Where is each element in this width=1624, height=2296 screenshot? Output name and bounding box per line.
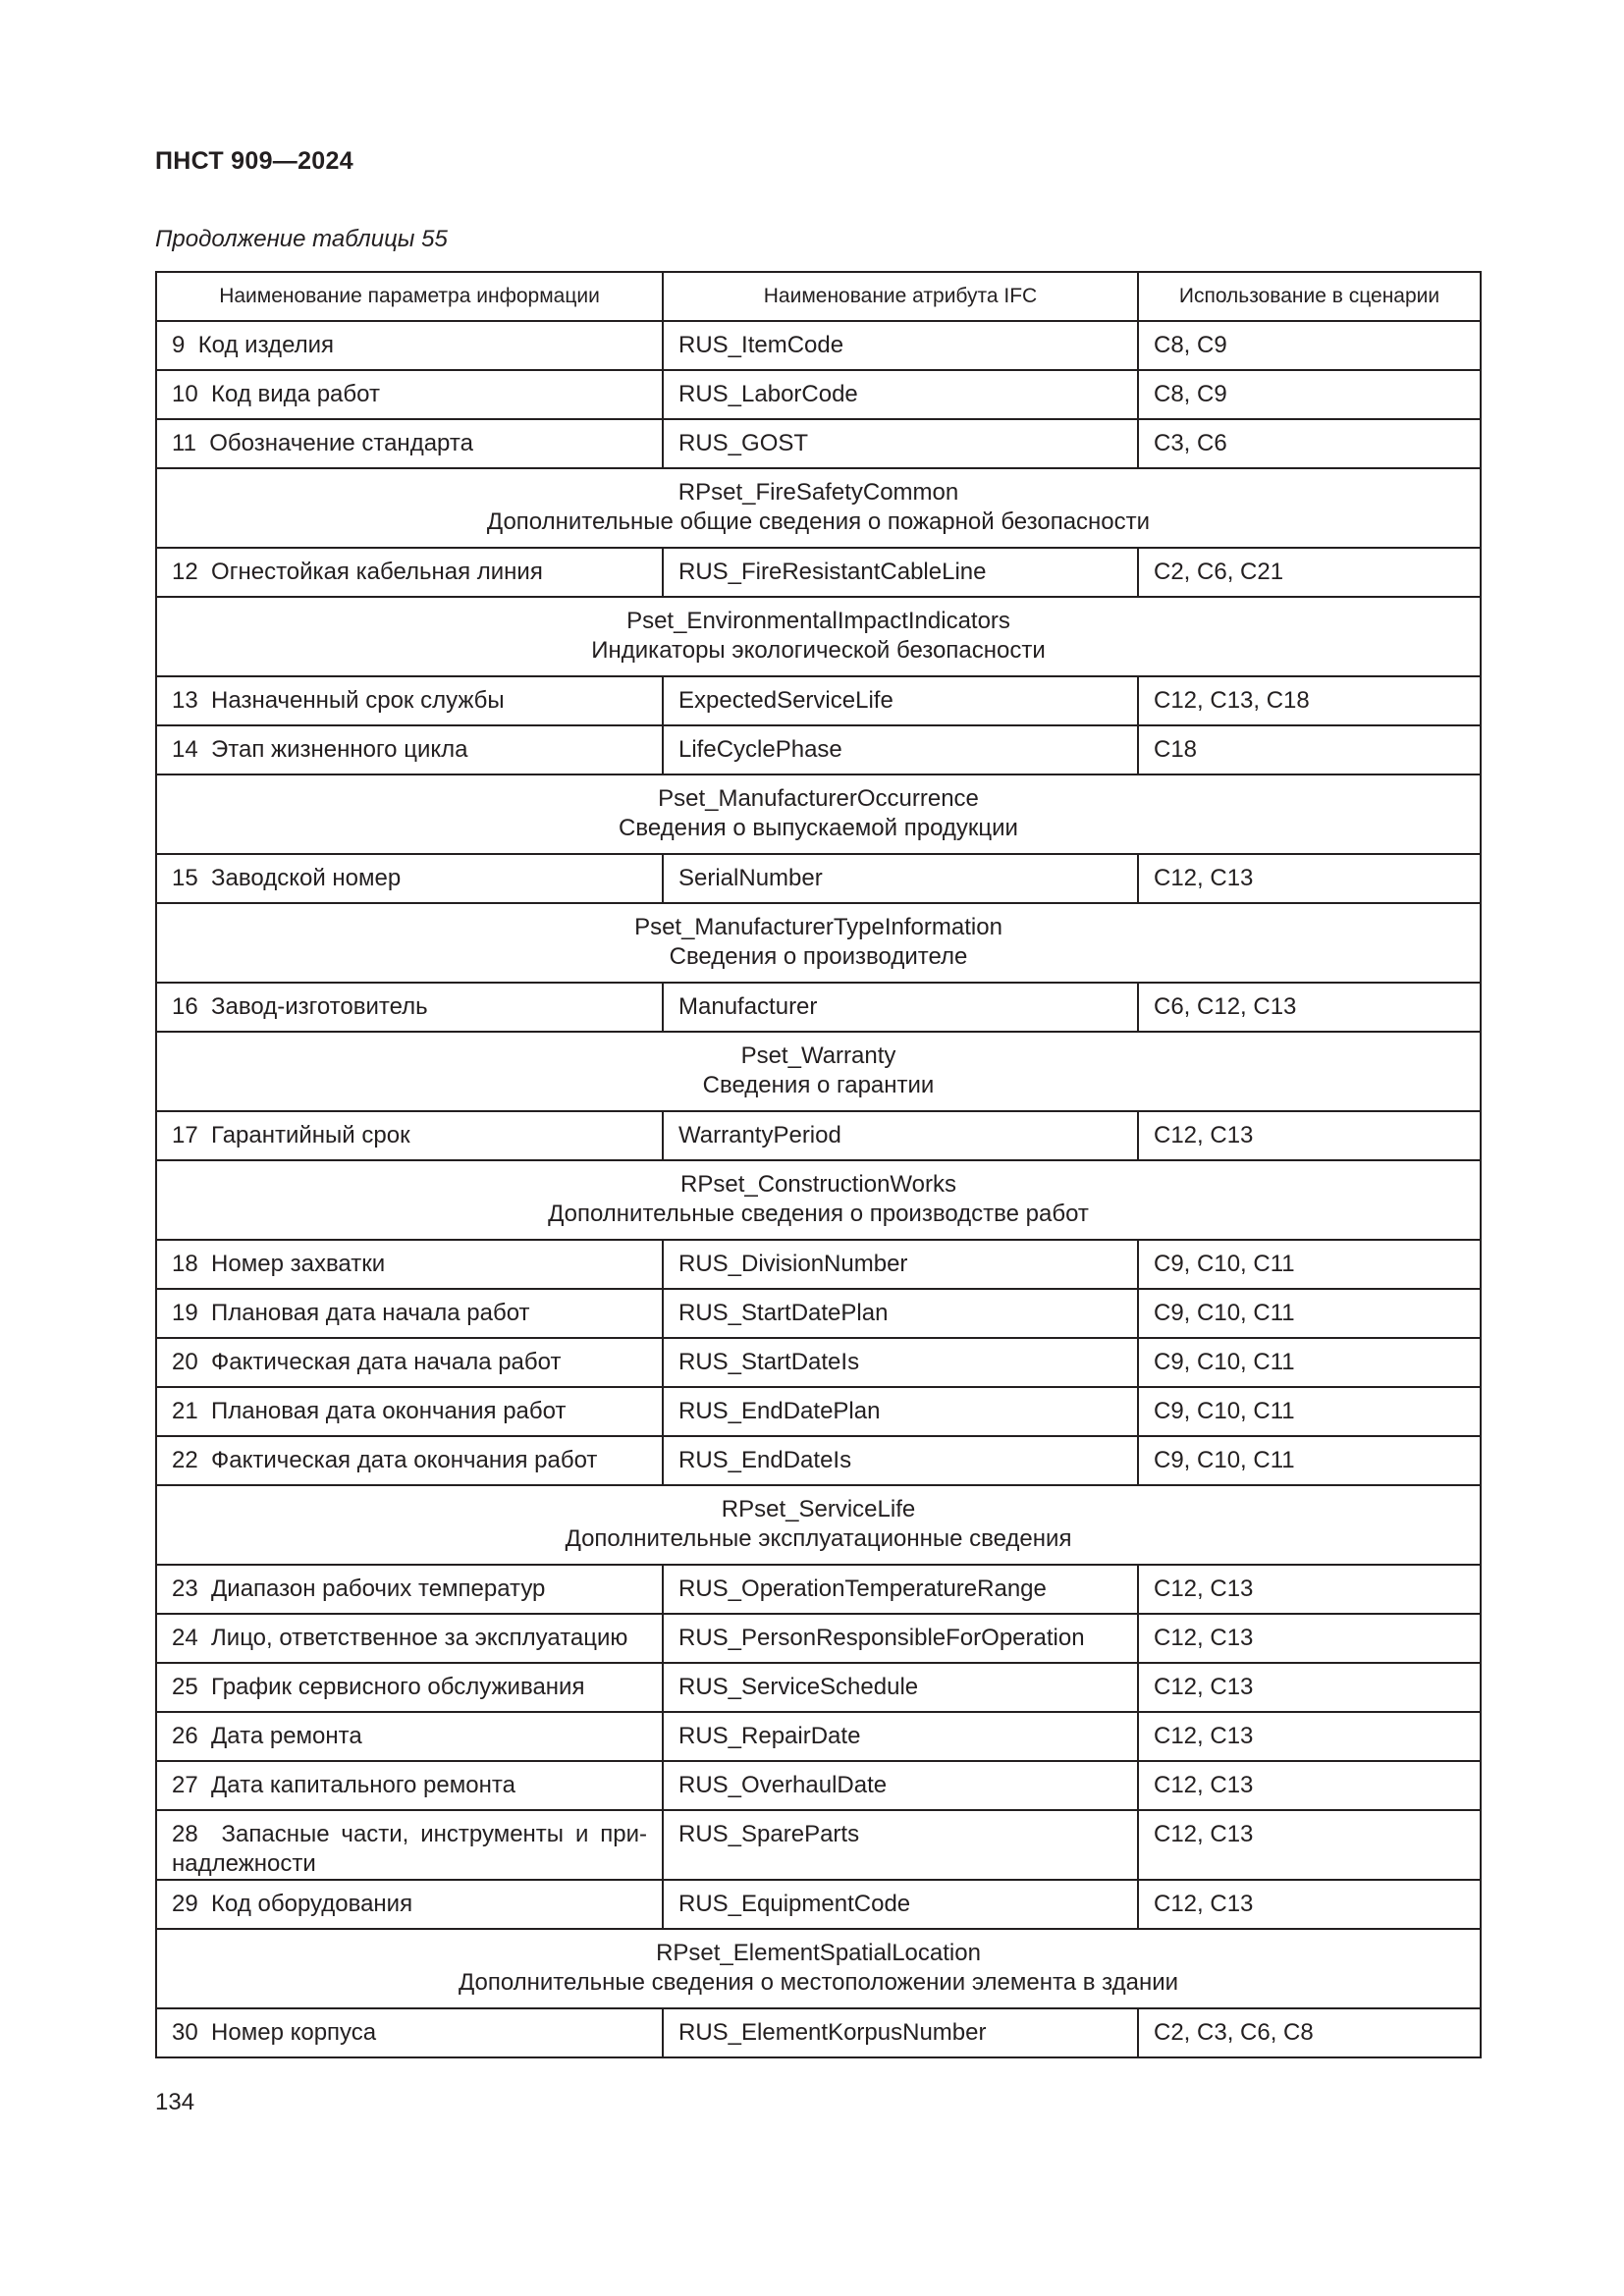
group-property-set-name: Pset_ManufacturerTypeInformation <box>634 914 1002 940</box>
ifc-attribute-cell: RUS_ElementKorpusNumber <box>663 2008 1138 2057</box>
parameter-number: 28 <box>172 1821 198 1847</box>
ifc-attribute-cell: RUS_EndDateIs <box>663 1436 1138 1485</box>
group-heading <box>156 468 1481 548</box>
table-group-row <box>156 468 1481 548</box>
table-row <box>156 725 1481 774</box>
group-description: Сведения о гарантии <box>702 1072 935 1098</box>
parameter-number: 24 <box>172 1625 198 1651</box>
parameter-name: Обозначение стандарта <box>209 430 473 456</box>
table-group-row <box>156 597 1481 676</box>
page-number: 134 <box>155 2089 195 2115</box>
table-row <box>156 983 1481 1032</box>
parameter-number: 29 <box>172 1891 198 1917</box>
ifc-attribute-cell: RUS_RepairDate <box>663 1712 1138 1761</box>
scenario-usage-cell: C8, C9 <box>1138 321 1481 370</box>
parameter-number: 20 <box>172 1349 198 1375</box>
parameter-number: 22 <box>172 1447 198 1473</box>
parameter-cell <box>156 725 663 774</box>
parameter-number: 10 <box>172 381 198 407</box>
parameter-number: 17 <box>172 1122 198 1148</box>
scenario-usage-cell: C12, C13 <box>1138 1880 1481 1929</box>
table-row <box>156 370 1481 419</box>
parameter-name: Дата ремонта <box>211 1723 362 1749</box>
table-row <box>156 321 1481 370</box>
parameter-cell <box>156 1761 663 1810</box>
parameter-cell <box>156 1111 663 1160</box>
parameter-cell <box>156 854 663 903</box>
ifc-attribute-cell: RUS_StartDatePlan <box>663 1289 1138 1338</box>
scenario-usage-cell: C9, C10, C11 <box>1138 1240 1481 1289</box>
parameter-number: 26 <box>172 1723 198 1749</box>
table-row <box>156 1338 1481 1387</box>
column-header-parameter: Наименование параметра информации <box>156 272 663 321</box>
group-description: Дополнительные эксплуатационные сведения <box>565 1525 1072 1552</box>
parameter-number: 30 <box>172 2019 198 2046</box>
parameter-number: 21 <box>172 1398 198 1424</box>
table-row <box>156 1111 1481 1160</box>
parameter-name: Код изделия <box>197 332 335 358</box>
parameter-cell <box>156 548 663 597</box>
ifc-attribute-cell: RUS_OverhaulDate <box>663 1761 1138 1810</box>
document-code: ПНСТ 909—2024 <box>155 147 353 175</box>
table-row <box>156 548 1481 597</box>
ifc-attribute-cell: ExpectedServiceLife <box>663 676 1138 725</box>
parameter-name: Код вида работ <box>211 381 380 407</box>
ifc-attribute-cell: RUS_EndDatePlan <box>663 1387 1138 1436</box>
parameter-cell <box>156 370 663 419</box>
parameter-number: 27 <box>172 1772 198 1798</box>
parameter-cell <box>156 1338 663 1387</box>
parameter-name: Фактическая дата начала работ <box>211 1349 562 1375</box>
scenario-usage-cell: C12, C13 <box>1138 1810 1481 1880</box>
group-description: Сведения о выпускаемой продукции <box>619 815 1018 841</box>
table-group-row <box>156 903 1481 983</box>
table-group-row <box>156 1160 1481 1240</box>
group-heading <box>156 597 1481 676</box>
table-row <box>156 854 1481 903</box>
table-row <box>156 1289 1481 1338</box>
parameter-name: Завод-изготовитель <box>211 993 428 1020</box>
parameter-name: Огнестойкая кабельная линия <box>211 559 543 585</box>
parameter-name: Назначенный срок службы <box>211 687 505 714</box>
group-property-set-name: Pset_Warranty <box>740 1042 896 1069</box>
scenario-usage-cell: C2, C3, C6, C8 <box>1138 2008 1481 2057</box>
parameter-number: 14 <box>172 736 198 763</box>
ifc-attribute-cell: RUS_DivisionNumber <box>663 1240 1138 1289</box>
parameter-number: 16 <box>172 993 198 1020</box>
table-body <box>156 321 1481 2057</box>
group-description: Сведения о производителе <box>669 943 968 970</box>
table-row <box>156 1761 1481 1810</box>
ifc-attribute-cell: RUS_FireResistantCableLine <box>663 548 1138 597</box>
parameter-number: 23 <box>172 1575 198 1602</box>
table-group-row <box>156 1485 1481 1565</box>
parameter-cell <box>156 1810 663 1880</box>
parameter-name: Заводской номер <box>211 865 402 891</box>
group-description: Дополнительные сведения о местоположении элемента в здании <box>458 1969 1179 1996</box>
scenario-usage-cell: C12, C13 <box>1138 1761 1481 1810</box>
ifc-attribute-cell: Manufacturer <box>663 983 1138 1032</box>
ifc-attribute-cell: RUS_ItemCode <box>663 321 1138 370</box>
group-heading <box>156 1485 1481 1565</box>
parameter-name: Диапазон рабочих температур <box>211 1575 546 1602</box>
table-row <box>156 1436 1481 1485</box>
scenario-usage-cell: C12, C13 <box>1138 1614 1481 1663</box>
group-property-set-name: Pset_EnvironmentalImpactIndicators <box>626 608 1010 634</box>
group-description: Дополнительные общие сведения о пожарной безопасности <box>486 508 1151 535</box>
parameter-name: Номер захватки <box>211 1251 386 1277</box>
ifc-attribute-cell: SerialNumber <box>663 854 1138 903</box>
scenario-usage-cell: C12, C13 <box>1138 854 1481 903</box>
parameter-cell <box>156 1289 663 1338</box>
table-row <box>156 1880 1481 1929</box>
parameter-cell <box>156 983 663 1032</box>
parameter-cell <box>156 1240 663 1289</box>
ifc-attribute-cell: RUS_SpareParts <box>663 1810 1138 1880</box>
table-row <box>156 1387 1481 1436</box>
parameter-name: Плановая дата окончания работ <box>211 1398 567 1424</box>
ifc-attribute-cell: RUS_OperationTemperatureRange <box>663 1565 1138 1614</box>
group-property-set-name: RPset_ElementSpatialLocation <box>656 1940 981 1966</box>
group-property-set-name: RPset_ConstructionWorks <box>680 1171 956 1198</box>
scenario-usage-cell: C9, C10, C11 <box>1138 1436 1481 1485</box>
group-heading <box>156 1160 1481 1240</box>
parameter-cell <box>156 1712 663 1761</box>
parameter-cell <box>156 1565 663 1614</box>
scenario-usage-cell: C3, C6 <box>1138 419 1481 468</box>
group-heading <box>156 1032 1481 1111</box>
group-property-set-name: Pset_ManufacturerOccurrence <box>658 785 979 812</box>
table-row <box>156 1614 1481 1663</box>
parameter-cell <box>156 676 663 725</box>
parameter-name: Гарантийный срок <box>211 1122 410 1148</box>
parameter-name-continuation: надлежности <box>172 1850 316 1877</box>
group-description: Индикаторы экологической безопасности <box>591 637 1046 664</box>
ifc-attribute-cell: RUS_StartDateIs <box>663 1338 1138 1387</box>
parameter-cell <box>156 321 663 370</box>
scenario-usage-cell: C12, C13 <box>1138 1663 1481 1712</box>
scenario-usage-cell: C12, C13 <box>1138 1565 1481 1614</box>
table-row <box>156 1810 1481 1880</box>
parameter-number: 11 <box>172 430 196 456</box>
parameter-name: Дата капитального ремонта <box>211 1772 515 1798</box>
parameter-cell <box>156 1436 663 1485</box>
table-row <box>156 1663 1481 1712</box>
group-heading <box>156 774 1481 854</box>
ifc-attribute-cell: WarrantyPeriod <box>663 1111 1138 1160</box>
parameter-cell <box>156 419 663 468</box>
group-property-set-name: RPset_FireSafetyCommon <box>677 479 959 506</box>
ifc-attribute-cell: RUS_ServiceSchedule <box>663 1663 1138 1712</box>
parameter-number: 9 <box>172 332 186 358</box>
ifc-attribute-cell: RUS_PersonResponsibleForOperation <box>663 1614 1138 1663</box>
group-property-set-name: RPset_ServiceLife <box>721 1496 916 1522</box>
scenario-usage-cell: C6, C12, C13 <box>1138 983 1481 1032</box>
parameter-name: Код оборудования <box>211 1891 413 1917</box>
parameter-cell <box>156 1880 663 1929</box>
parameter-name: Этап жизненного цикла <box>211 736 468 763</box>
column-header-ifc-attribute: Наименование атрибута IFC <box>663 272 1138 321</box>
parameter-number: 19 <box>172 1300 198 1326</box>
group-description: Дополнительные сведения о производстве работ <box>548 1201 1089 1227</box>
ifc-attribute-cell: LifeCyclePhase <box>663 725 1138 774</box>
parameter-name: Лицо, ответственное за эксплуатацию <box>211 1625 628 1651</box>
parameter-name: Номер корпуса <box>211 2019 377 2046</box>
parameter-cell <box>156 2008 663 2057</box>
scenario-usage-cell: C8, C9 <box>1138 370 1481 419</box>
parameter-name: Запасные части, инструменты и при- <box>221 1821 647 1847</box>
ifc-attribute-cell: RUS_LaborCode <box>663 370 1138 419</box>
scenario-usage-cell: C12, C13 <box>1138 1712 1481 1761</box>
parameter-number: 12 <box>172 559 198 585</box>
scenario-usage-cell: C9, C10, C11 <box>1138 1289 1481 1338</box>
table-row <box>156 419 1481 468</box>
parameter-cell <box>156 1663 663 1712</box>
scenario-usage-cell: C9, C10, C11 <box>1138 1338 1481 1387</box>
ifc-attribute-cell: RUS_EquipmentCode <box>663 1880 1138 1929</box>
parameter-number: 25 <box>172 1674 198 1700</box>
parameter-number: 15 <box>172 865 198 891</box>
parameter-name: Плановая дата начала работ <box>211 1300 530 1326</box>
table-group-row <box>156 1929 1481 2008</box>
table-row <box>156 1712 1481 1761</box>
table-header-row <box>156 272 1481 321</box>
parameter-number: 18 <box>172 1251 198 1277</box>
table-caption: Продолжение таблицы 55 <box>155 226 448 252</box>
scenario-usage-cell: C12, C13 <box>1138 1111 1481 1160</box>
ifc-attribute-cell: RUS_GOST <box>663 419 1138 468</box>
table-row <box>156 676 1481 725</box>
group-heading <box>156 1929 1481 2008</box>
parameter-cell <box>156 1387 663 1436</box>
scenario-usage-cell: C2, C6, C21 <box>1138 548 1481 597</box>
parameter-name: Фактическая дата окончания работ <box>211 1447 598 1473</box>
table-row <box>156 1565 1481 1614</box>
scenario-usage-cell: C9, C10, C11 <box>1138 1387 1481 1436</box>
parameter-name: График сервисного обслуживания <box>211 1674 585 1700</box>
table-group-row <box>156 774 1481 854</box>
parameter-number: 13 <box>172 687 198 714</box>
group-heading <box>156 903 1481 983</box>
parameter-cell <box>156 1614 663 1663</box>
table-row <box>156 2008 1481 2057</box>
scenario-usage-cell: C18 <box>1138 725 1481 774</box>
table-row <box>156 1240 1481 1289</box>
table-group-row <box>156 1032 1481 1111</box>
column-header-scenario-usage: Использование в сценарии <box>1138 272 1481 321</box>
scenario-usage-cell: C12, C13, C18 <box>1138 676 1481 725</box>
parameters-table <box>155 271 1482 2058</box>
